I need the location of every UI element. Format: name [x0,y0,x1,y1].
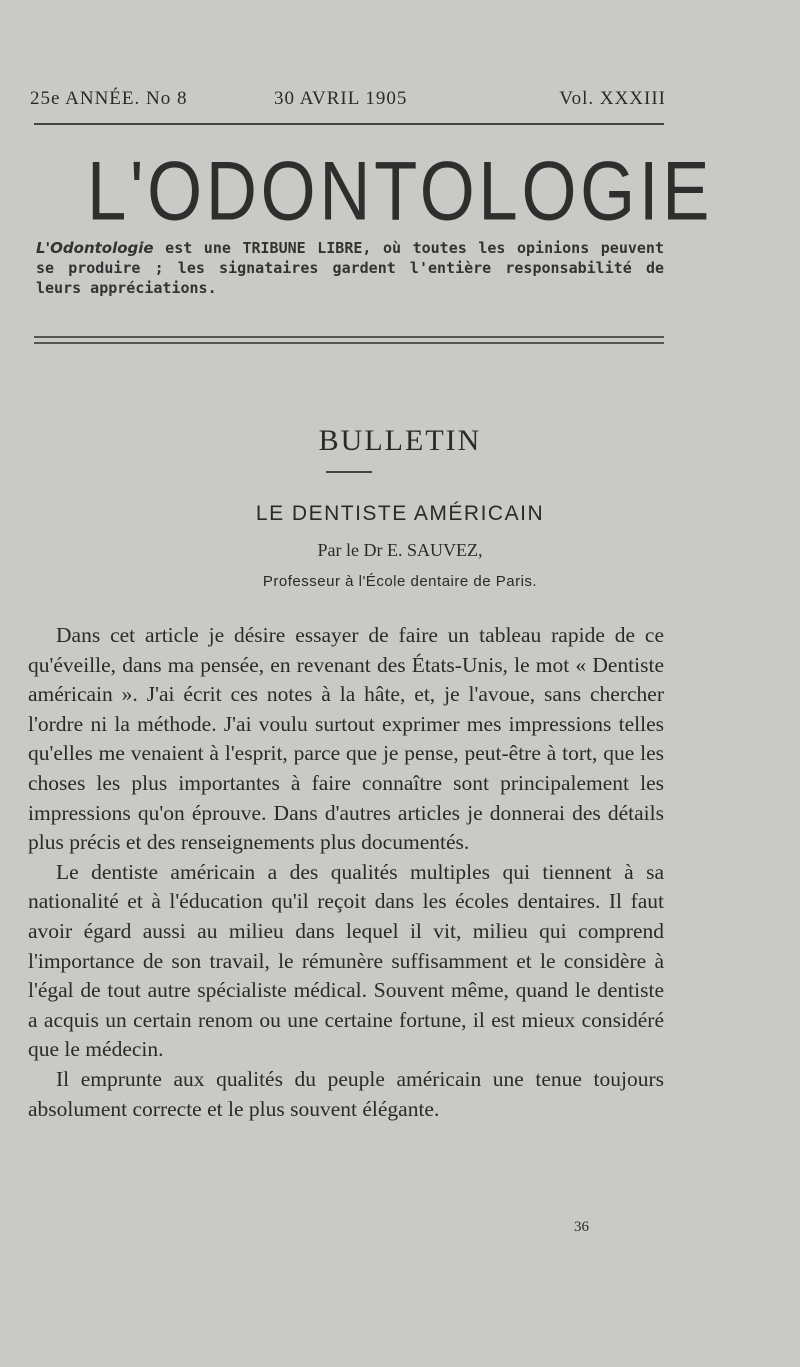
heading-underline [326,471,372,473]
section-divider [34,336,664,348]
volume-number: Vol. XXXIII [559,88,666,109]
author-affiliation: Professeur à l'École dentaire de Paris. [262,573,538,590]
issue-date: 30 AVRIL 1905 [274,88,408,109]
tagline-journal-name: L'Odontologie [36,239,154,257]
journal-tagline [36,238,664,298]
paragraph: Il emprunte aux qualités du peuple américain une tenue toujours absolument correcte et le plus souvent élégante. [28,1066,664,1121]
article-title: LE DENTISTE AMÉRICAIN [255,502,545,525]
running-header [30,88,666,118]
header-rule [34,123,664,125]
article-byline: Par le Dr E. SAUVEZ, [317,540,483,560]
section-heading: BULLETIN [318,424,482,457]
journal-title: L'ODONTOLOGIE [86,144,714,239]
tagline-text: est une TRIBUNE LIBRE, où toutes les opinions peuvent se produire ; les signataires gardent l'entière responsabilité de leurs appréciations. [36,239,664,297]
article-body [28,621,664,1124]
page-number: 36 [574,1219,589,1235]
paragraph: Dans cet article je désire essayer de faire un tableau rapide de ce qu'éveille, dans ma pensée, en revenant des États-Unis, le mot « Dentiste américain ». J'ai écrit ces notes à la hâte, et, je l'avoue, sans chercher l'ordre ni la méthode. J'ai voulu surtout exprimer mes impressions telles qu'elles me venaient à l'esprit, parce que je pense, peut-être à tort, que les choses les plus importantes à faire connaître sont principalement les impressions qu'on éprouve. Dans d'autres articles je donnerai des détails plus précis et des renseignements plus documentés. [28,623,664,855]
issue-number: 25e ANNÉE. No 8 [30,88,188,109]
paragraph: Le dentiste américain a des qualités multiples qui tiennent à sa nationalité et à l'éducation qu'il reçoit dans les écoles dentaires. Il faut avoir égard aussi au milieu dans lequel il vit, milieu qui comprend l'importance de son travail, le rémunère suffisamment et le considère à l'égal de tout autre spécialiste médical. Souvent même, quand le dentiste a acquis un certain renom ou une certaine fortune, il est mieux considéré que le médecin. [28,859,664,1062]
